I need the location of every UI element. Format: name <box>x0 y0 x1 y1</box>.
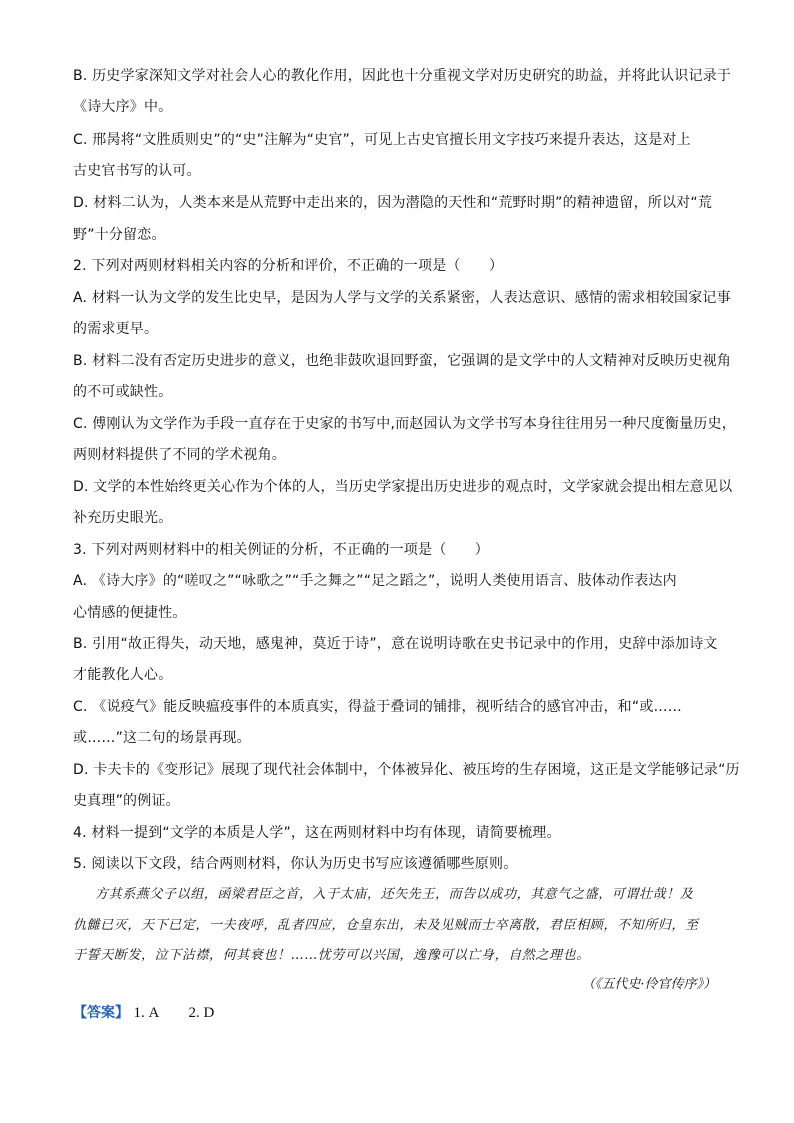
answer-text: 1. A 2. D <box>133 1005 215 1021</box>
option-b-line-2: 《诗大序》中。 <box>73 99 173 115</box>
option-d-line-1: D. 材料二认为，人类本来是从荒野中走出来的，因为潜隐的天性和“荒野时期”的精神遗留，所以对“荒 <box>73 195 713 211</box>
option-b-line-1: B. 历史学家深知文学对社会人心的教化作用，因此也十分重视文学对历史研究的助益，并将此认识记录于 <box>73 68 732 84</box>
classical-passage-line-2: 仇雠已灭，天下已定，一夫夜呼，乱者四应，仓皇东出，未及见贼而士卒离散，君臣相顾，不知所归，至 <box>73 918 699 933</box>
answer-label: 【答案】 <box>73 1005 129 1021</box>
question-4-stem: 4. 材料一提到“文学的本质是人学”，这在两则材料中均有体现，请简要梳理。 <box>73 825 561 841</box>
q2-option-d-line-2: 补充历史眼光。 <box>73 510 173 526</box>
question-5-stem: 5. 阅读以下文段，结合两则材料，你认为历史书写应该遵循哪些原则。 <box>73 856 518 872</box>
question-3-stem: 3. 下列对两则材料中的相关例证的分析，不正确的一项是（ ） <box>73 542 490 558</box>
classical-passage-line-1: 方其系燕父子以组，函梁君臣之首，入于太庙，还矢先王，而告以成功，其意气之盛，可谓壮哉！及 <box>95 887 694 902</box>
q3-option-b-line-2: 才能教化人心。 <box>73 667 173 683</box>
answer-row <box>73 1004 214 1022</box>
q3-option-c-line-2: 或……”这二句的场景再现。 <box>73 730 251 746</box>
q2-option-c-line-1: C. 傅刚认为文学作为手段一直存在于史家的书写中,而赵园认为文学书写本身往往用另一种尺度衡量历史， <box>73 416 736 432</box>
classical-passage-line-3: 于誓天断发，泣下沾襟，何其衰也！……忧劳可以兴国，逸豫可以亡身，自然之理也。 <box>73 948 590 963</box>
q3-option-a-line-1: A. 《诗大序》的“嗟叹之”“咏歌之”“手之舞之”“足之蹈之”，说明人类使用语言、肢体动作表达内 <box>73 573 677 589</box>
q2-option-b-line-2: 的不可或缺性。 <box>73 384 173 400</box>
q3-option-b-line-1: B. 引用“故正得失，动天地，感鬼神，莫近于诗”，意在说明诗歌在史书记录中的作用，史辞中添加诗文 <box>73 636 718 652</box>
q3-option-a-line-2: 心情感的便捷性。 <box>73 605 187 621</box>
q2-option-a-line-1: A. 材料一认为文学的发生比史早，是因为人学与文学的关系紧密，人表达意识、感情的需求相较国家记事 <box>73 290 731 306</box>
q2-option-a-line-2: 的需求更早。 <box>73 321 159 337</box>
option-c-line-1: C. 邢昺将“文胜质则史”的“史”注解为“史官”，可见上古史官擅长用文字技巧来提升表达，这是对上 <box>73 132 691 148</box>
option-d-line-2: 野”十分留恋。 <box>73 227 166 243</box>
q3-option-d-line-2: 史真理”的例证。 <box>73 793 180 809</box>
passage-source: （《五代史·伶官传序》） <box>581 977 716 992</box>
q2-option-c-line-2: 两则材料提供了不同的学术视角。 <box>73 447 286 463</box>
q2-option-b-line-1: B. 材料二没有否定历史进步的意义，也绝非鼓吹退回野蛮，它强调的是文学中的人文精神对反映历史视角 <box>73 353 732 369</box>
option-c-line-2: 古史官书写的认可。 <box>73 163 201 179</box>
q2-option-d-line-1: D. 文学的本性始终更关心作为个体的人，当历史学家提出历史进步的观点时，文学家就会提出相左意见以 <box>73 479 733 495</box>
q3-option-d-line-1: D. 卡夫卡的《变形记》展现了现代社会体制中，个体被异化、被压垮的生存困境，这正是文学能够记录“历 <box>73 762 740 778</box>
q3-option-c-line-1: C. 《说疫气》能反映瘟疫事件的本质真实，得益于叠词的铺排，视听结合的感官冲击，和“或…… <box>73 699 682 715</box>
question-2-stem: 2. 下列对两则材料相关内容的分析和评价，不正确的一项是（ ） <box>73 258 504 274</box>
